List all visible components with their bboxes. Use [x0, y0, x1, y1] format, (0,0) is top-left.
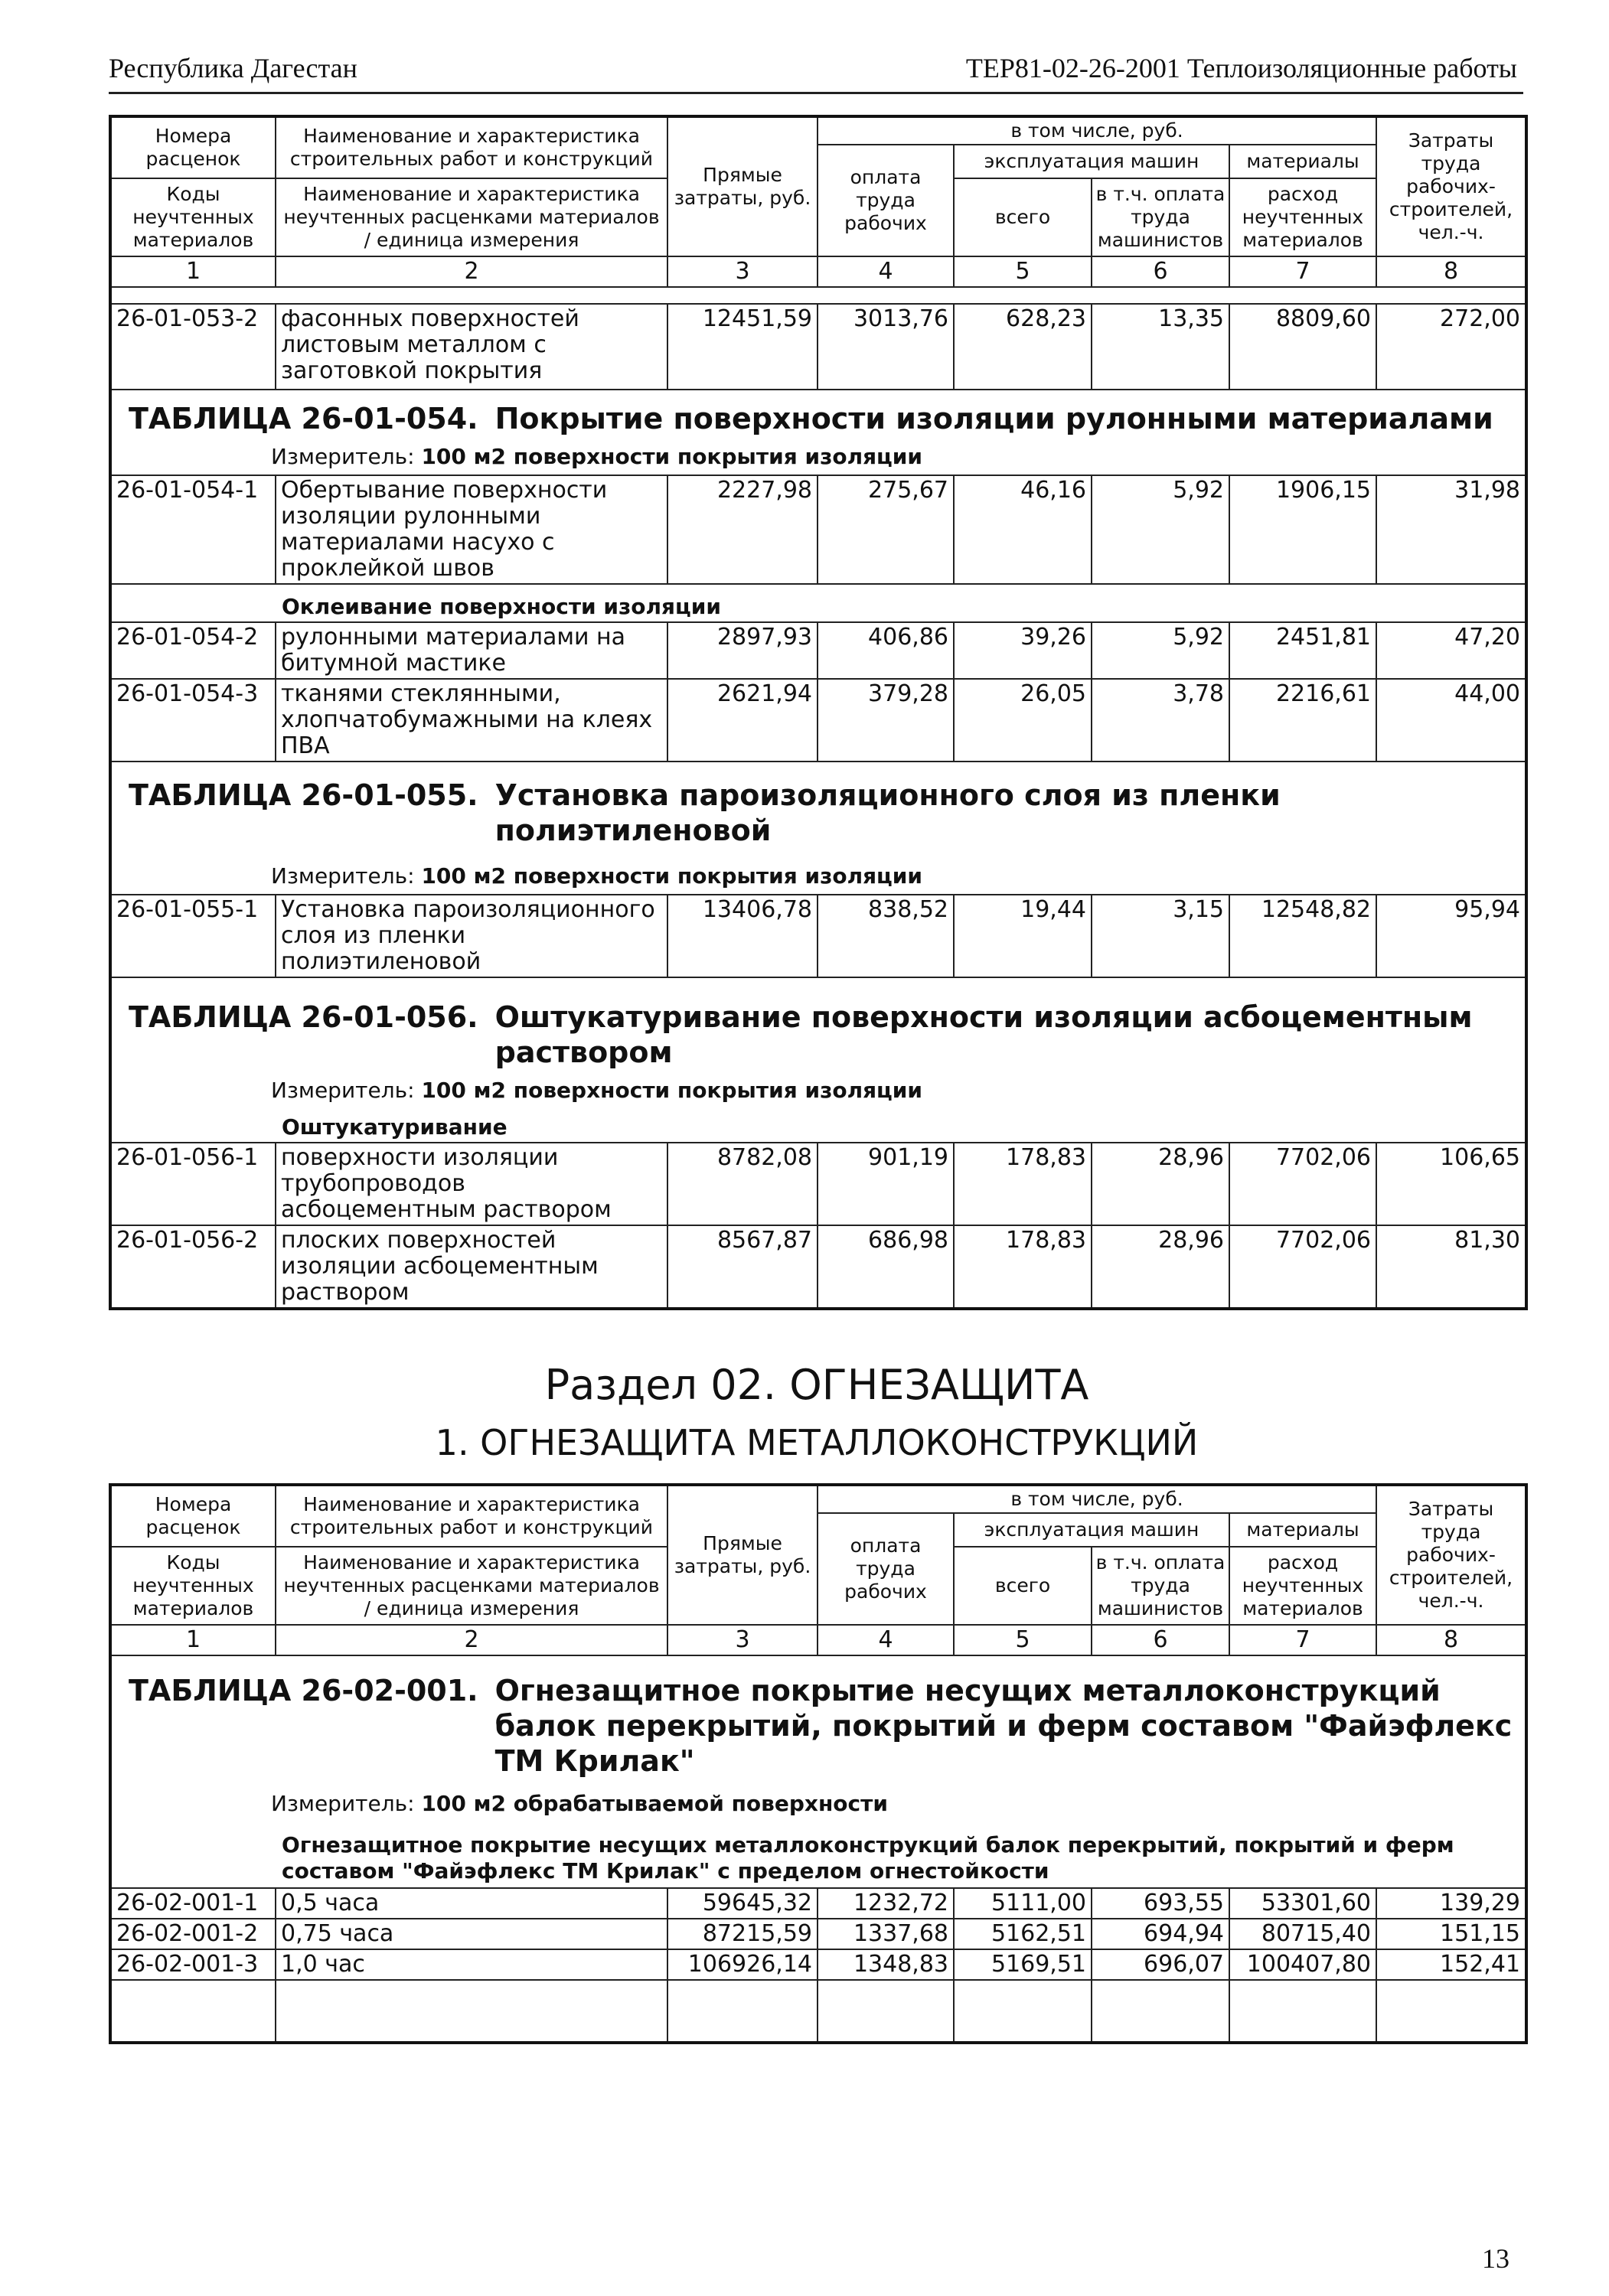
- labor-hours: 81,30: [1376, 1225, 1526, 1309]
- table-title: [112, 978, 1525, 1075]
- machines-total: 5111,00: [954, 1888, 1092, 1919]
- header-machines: эксплуатация машин: [954, 1513, 1229, 1547]
- machines-total: 26,05: [954, 679, 1092, 762]
- labor-hours: 44,00: [1376, 679, 1526, 762]
- labor-pay: 901,19: [818, 1143, 954, 1225]
- materials-cost: 12548,82: [1229, 895, 1376, 977]
- table-name: Установка пароизоляционного слоя из пленки полиэтиленовой: [494, 778, 1281, 847]
- table-row: [110, 304, 1526, 390]
- group-title: Огнезащитное покрытие несущих металлоконструкций балок перекрытий, покрытий и ферм составом "Файэфлекс ТМ Крилак" с пределом огнестойкости: [282, 1832, 1454, 1883]
- materials-cost: 100407,80: [1229, 1949, 1376, 1980]
- header-labor-pay: оплата труда рабочих: [818, 145, 954, 256]
- labor-hours: 106,65: [1376, 1143, 1526, 1225]
- machine-operators-pay: 13,35: [1092, 304, 1229, 390]
- rate-code: 26-01-056-1: [110, 1143, 276, 1225]
- direct-cost: 8782,08: [667, 1143, 818, 1225]
- section-subtitle: 1. ОГНЕЗАЩИТА МЕТАЛЛОКОНСТРУКЦИЙ: [435, 1422, 1199, 1463]
- labor-hours: 95,94: [1376, 895, 1526, 977]
- table-row: [110, 1225, 1526, 1309]
- table-row: [110, 895, 1526, 977]
- column-number: 5: [954, 256, 1092, 287]
- column-number: 5: [954, 1625, 1092, 1655]
- measure-label: Измеритель:: [271, 1078, 415, 1103]
- rate-code: 26-02-001-1: [110, 1888, 276, 1919]
- column-number: 4: [818, 256, 954, 287]
- rate-code: 26-01-054-3: [110, 679, 276, 762]
- group-title: Оклеивание поверхности изоляции: [282, 594, 722, 619]
- empty-row: [110, 1980, 1526, 2043]
- machine-operators-pay: 696,07: [1092, 1949, 1229, 1980]
- rate-name: 1,0 час: [276, 1949, 667, 1980]
- materials-cost: 1906,15: [1229, 475, 1376, 584]
- measure-label: Измеритель:: [271, 444, 415, 469]
- direct-cost: 59645,32: [667, 1888, 818, 1919]
- rate-name: поверхности изоляции трубопроводов асбоцементным раствором: [276, 1143, 667, 1225]
- table-name: Огнезащитное покрытие несущих металлоконструкций балок перекрытий, покрытий и ферм составом "Файэфлекс ТМ Крилак": [494, 1674, 1513, 1778]
- direct-cost: 87215,59: [667, 1919, 818, 1949]
- labor-pay: 406,86: [818, 622, 954, 679]
- direct-cost: 12451,59: [667, 304, 818, 390]
- header-including: в том числе, руб.: [818, 1485, 1376, 1513]
- header-materials-usage: расход неучтенных материалов: [1229, 178, 1376, 256]
- table-title: [112, 1656, 1525, 1783]
- machine-operators-pay: 693,55: [1092, 1888, 1229, 1919]
- group-row: [110, 584, 1526, 622]
- header-material-name: Наименование и характеристика неучтенных расценками материалов / единица измерения: [276, 178, 667, 256]
- table-banner: [110, 762, 1526, 895]
- measure-unit: [112, 1075, 1525, 1108]
- column-number: 6: [1092, 1625, 1229, 1655]
- table-title: [112, 762, 1525, 853]
- machines-total: 5169,51: [954, 1949, 1092, 1980]
- table-banner: [110, 977, 1526, 1143]
- rate-code: 26-02-001-3: [110, 1949, 276, 1980]
- table-row: [110, 475, 1526, 584]
- direct-cost: 2897,93: [667, 622, 818, 679]
- header-work-name: Наименование и характеристика строительных работ и конструкций: [276, 116, 667, 178]
- materials-cost: 80715,40: [1229, 1919, 1376, 1949]
- direct-cost: 2621,94: [667, 679, 818, 762]
- table-row: [110, 1888, 1526, 1919]
- column-number: 1: [110, 256, 276, 287]
- column-number: 7: [1229, 1625, 1376, 1655]
- materials-cost: 7702,06: [1229, 1143, 1376, 1225]
- header-labor-pay: оплата труда рабочих: [818, 1513, 954, 1625]
- labor-pay: 1337,68: [818, 1919, 954, 1949]
- column-numbers-row: [110, 256, 1526, 287]
- measure-label: Измеритель:: [271, 863, 415, 889]
- header-machine-operators-pay: в т.ч. оплата труда машинистов: [1092, 1547, 1229, 1625]
- column-numbers-row: [110, 1625, 1526, 1655]
- direct-cost: 106926,14: [667, 1949, 818, 1980]
- section-title: Раздел 02. ОГНЕЗАЩИТА: [544, 1361, 1089, 1409]
- table-number: ТАБЛИЦА 26-01-056.: [129, 1000, 478, 1034]
- machines-total: 628,23: [954, 304, 1092, 390]
- machines-total: 178,83: [954, 1143, 1092, 1225]
- direct-cost: 13406,78: [667, 895, 818, 977]
- rate-code: 26-01-054-1: [110, 475, 276, 584]
- labor-pay: 686,98: [818, 1225, 954, 1309]
- table-number: ТАБЛИЦА 26-01-054.: [129, 402, 478, 435]
- machine-operators-pay: 3,78: [1092, 679, 1229, 762]
- header-machines: эксплуатация машин: [954, 145, 1229, 178]
- rate-name: фасонных поверхностей листовым металлом с заготовкой покрытия: [276, 304, 667, 390]
- labor-pay: 275,67: [818, 475, 954, 584]
- header-including: в том числе, руб.: [818, 116, 1376, 145]
- header-material-codes: Коды неучтенных материалов: [110, 178, 276, 256]
- rate-name: Обертывание поверхности изоляции рулонными материалами насухо с проклейкой швов: [276, 475, 667, 584]
- labor-hours: 151,15: [1376, 1919, 1526, 1949]
- measure-unit: [112, 441, 1525, 475]
- measure-unit: [112, 1783, 1525, 1821]
- column-number: 8: [1376, 1625, 1526, 1655]
- header-document-title: ТЕР81-02-26-2001 Теплоизоляционные работы: [965, 53, 1517, 83]
- labor-hours: 47,20: [1376, 622, 1526, 679]
- labor-pay: 3013,76: [818, 304, 954, 390]
- rate-code: 26-02-001-2: [110, 1919, 276, 1949]
- header-machines-total: всего: [954, 178, 1092, 256]
- direct-cost: 2227,98: [667, 475, 818, 584]
- header-machines-total: всего: [954, 1547, 1092, 1625]
- header-rates-no: Номера расценок: [110, 116, 276, 178]
- rate-name: тканями стеклянными, хлопчатобумажными на клеях ПВА: [276, 679, 667, 762]
- table-title: [112, 390, 1525, 441]
- labor-pay: 1232,72: [818, 1888, 954, 1919]
- rate-code: 26-01-054-2: [110, 622, 276, 679]
- measure-value: 100 м2 поверхности покрытия изоляции: [421, 1078, 923, 1103]
- table-banner: [110, 1655, 1526, 1888]
- header-direct-costs: Прямые затраты, руб.: [667, 1485, 818, 1625]
- rate-code: 26-01-056-2: [110, 1225, 276, 1309]
- table-row: [110, 622, 1526, 679]
- measure-value: 100 м2 поверхности покрытия изоляции: [421, 863, 923, 889]
- header-material-codes: Коды неучтенных материалов: [110, 1547, 276, 1625]
- labor-hours: 272,00: [1376, 304, 1526, 390]
- header-machine-operators-pay: в т.ч. оплата труда машинистов: [1092, 178, 1229, 256]
- group-title: Оштукатуривание: [282, 1114, 508, 1140]
- machine-operators-pay: 28,96: [1092, 1225, 1229, 1309]
- machines-total: 19,44: [954, 895, 1092, 977]
- header-material-name: Наименование и характеристика неучтенных расценками материалов / единица измерения: [276, 1547, 667, 1625]
- labor-hours: 152,41: [1376, 1949, 1526, 1980]
- header-work-name: Наименование и характеристика строительных работ и конструкций: [276, 1485, 667, 1547]
- column-number: 7: [1229, 256, 1376, 287]
- table-number: ТАБЛИЦА 26-01-055.: [129, 778, 478, 812]
- rates-table-section-01: [109, 115, 1528, 1310]
- table-number: ТАБЛИЦА 26-02-001.: [129, 1674, 478, 1707]
- header-labor-costs: Затраты труда рабочих-строителей, чел.-ч.: [1376, 116, 1526, 256]
- materials-cost: 2451,81: [1229, 622, 1376, 679]
- column-number: 2: [276, 1625, 667, 1655]
- column-number: 3: [667, 1625, 818, 1655]
- labor-hours: 139,29: [1376, 1888, 1526, 1919]
- rate-name: плоских поверхностей изоляции асбоцементным раствором: [276, 1225, 667, 1309]
- header-labor-costs: Затраты труда рабочих-строителей, чел.-ч.: [1376, 1485, 1526, 1625]
- column-number: 1: [110, 1625, 276, 1655]
- rate-name: рулонными материалами на битумной мастике: [276, 622, 667, 679]
- direct-cost: 8567,87: [667, 1225, 818, 1309]
- header-direct-costs: Прямые затраты, руб.: [667, 116, 818, 256]
- rate-name: Установка пароизоляционного слоя из пленки полиэтиленовой: [276, 895, 667, 977]
- rate-name: 0,5 часа: [276, 1888, 667, 1919]
- labor-pay: 1348,83: [818, 1949, 954, 1980]
- materials-cost: 53301,60: [1229, 1888, 1376, 1919]
- machines-total: 178,83: [954, 1225, 1092, 1309]
- column-number: 6: [1092, 256, 1229, 287]
- machines-total: 46,16: [954, 475, 1092, 584]
- table-row: [110, 1919, 1526, 1949]
- machines-total: 39,26: [954, 622, 1092, 679]
- rate-name: 0,75 часа: [276, 1919, 667, 1949]
- table-banner: [110, 390, 1526, 475]
- column-number: 2: [276, 256, 667, 287]
- rate-code: 26-01-055-1: [110, 895, 276, 977]
- header-region: Республика Дагестан: [109, 53, 357, 83]
- measure-value: 100 м2 поверхности покрытия изоляции: [421, 444, 923, 469]
- table-name: Оштукатуривание поверхности изоляции асбоцементным раствором: [494, 1000, 1473, 1069]
- column-number: 3: [667, 256, 818, 287]
- table-name: Покрытие поверхности изоляции рулонными материалами: [494, 402, 1493, 435]
- header-materials-usage: расход неучтенных материалов: [1229, 1547, 1376, 1625]
- labor-hours: 31,98: [1376, 475, 1526, 584]
- table-row: [110, 1143, 1526, 1225]
- materials-cost: 8809,60: [1229, 304, 1376, 390]
- machine-operators-pay: 694,94: [1092, 1919, 1229, 1949]
- machine-operators-pay: 5,92: [1092, 622, 1229, 679]
- measure-value: 100 м2 обрабатываемой поверхности: [421, 1791, 888, 1816]
- rates-table-section-02: [109, 1483, 1528, 2044]
- column-number: 4: [818, 1625, 954, 1655]
- materials-cost: 7702,06: [1229, 1225, 1376, 1309]
- machines-total: 5162,51: [954, 1919, 1092, 1949]
- machine-operators-pay: 5,92: [1092, 475, 1229, 584]
- column-number: 8: [1376, 256, 1526, 287]
- table-row: [110, 679, 1526, 762]
- machine-operators-pay: 3,15: [1092, 895, 1229, 977]
- header-rates-no: Номера расценок: [110, 1485, 276, 1547]
- materials-cost: 2216,61: [1229, 679, 1376, 762]
- labor-pay: 838,52: [818, 895, 954, 977]
- measure-label: Измеритель:: [271, 1791, 415, 1816]
- measure-unit: [112, 853, 1525, 894]
- page-number: 13: [1482, 2243, 1509, 2274]
- header-divider: [109, 92, 1523, 94]
- machine-operators-pay: 28,96: [1092, 1143, 1229, 1225]
- header-materials: материалы: [1229, 1513, 1376, 1547]
- header-materials: материалы: [1229, 145, 1376, 178]
- labor-pay: 379,28: [818, 679, 954, 762]
- table-row: [110, 1949, 1526, 1980]
- rate-code: 26-01-053-2: [110, 304, 276, 390]
